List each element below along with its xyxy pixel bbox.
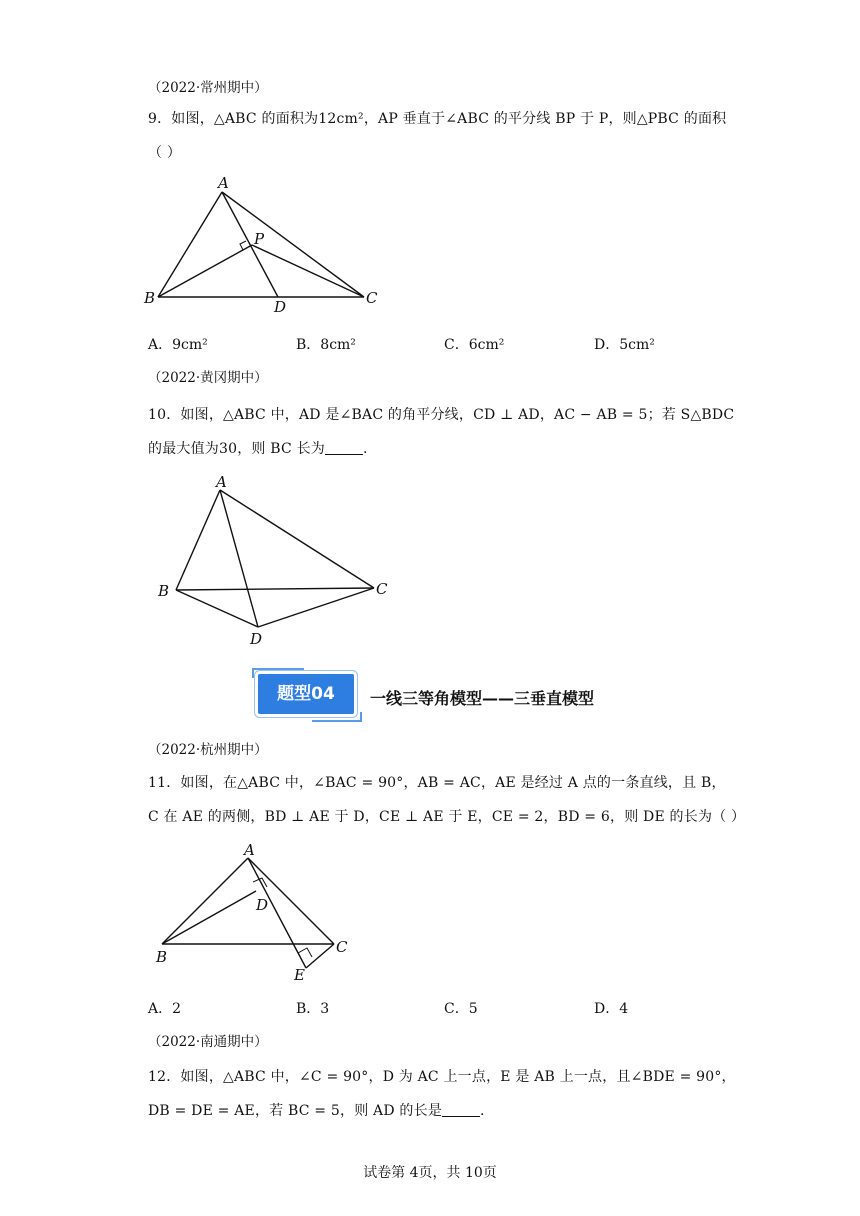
q10-stem-line2-text: 的最大值为30，则 BC 长为 <box>148 441 325 457</box>
q9-label-B: B <box>144 289 156 307</box>
q10-label-D: D <box>250 630 263 648</box>
q9-seg-AC <box>222 192 364 297</box>
q9-option-a[interactable]: A．9cm² <box>148 337 208 353</box>
q11-stem-line1: 11．如图，在△ABC 中，∠BAC = 90°，AB = AC，AE 是经过 A 点的一条直线，且 B， <box>148 775 726 791</box>
page-footer: 试卷第 4页，共 10页 <box>363 1165 497 1181</box>
q12-answer-blank[interactable] <box>442 1102 480 1117</box>
q9-figure <box>140 170 400 320</box>
q10-stem-line2-end: . <box>362 441 368 457</box>
q10-source: （2022·黄冈期中） <box>148 370 268 386</box>
q11-source: （2022·杭州期中） <box>148 742 268 758</box>
q10-stem-line1: 10．如图，△ABC 中，AD 是∠BAC 的角平分线，CD ⊥ AD，AC − AB = 5；若 S△BDC <box>148 407 735 423</box>
q9-source: （2022·常州期中） <box>148 80 268 96</box>
q10-seg-BC <box>176 588 374 590</box>
section-badge-label: 题型04 <box>277 684 335 704</box>
q9-seg-BP <box>158 245 252 297</box>
q10-label-C: C <box>376 580 388 598</box>
q9-seg-AB <box>158 192 222 297</box>
q11-label-B: B <box>156 948 168 966</box>
q10-label-A: A <box>216 473 227 491</box>
q11-option-c[interactable]: C．5 <box>444 1001 478 1017</box>
q11-seg-AB <box>162 858 248 944</box>
q10-seg-AB <box>176 490 220 590</box>
q10-answer-blank[interactable] <box>325 440 363 455</box>
q9-option-c[interactable]: C．6cm² <box>444 337 505 353</box>
q9-option-d[interactable]: D．5cm² <box>594 337 655 353</box>
q11-label-D: D <box>256 896 269 914</box>
q10-stem-line2 <box>148 438 368 458</box>
q9-label-D: D <box>274 298 287 316</box>
q11-option-d[interactable]: D．4 <box>594 1001 629 1017</box>
q10-seg-DC <box>258 588 374 627</box>
q9-label-P: P <box>254 230 265 248</box>
q9-stem-line1: 9．如图，△ABC 的面积为12cm²，AP 垂直于∠ABC 的平分线 BP 于 P，则△PBC 的面积 <box>148 111 727 127</box>
q11-option-a[interactable]: A．2 <box>148 1001 182 1017</box>
q11-option-b[interactable]: B．3 <box>296 1001 330 1017</box>
q11-seg-CE <box>306 944 334 968</box>
section-title: 一线三等角模型——三垂直模型 <box>370 689 595 708</box>
q10-label-B: B <box>158 582 170 600</box>
q9-label-A: A <box>218 174 229 192</box>
q9-label-C: C <box>366 289 378 307</box>
q11-figure <box>148 838 368 984</box>
q11-right-angle-mark-d <box>253 878 267 887</box>
q11-label-E: E <box>294 966 305 984</box>
q10-seg-BD <box>176 590 258 627</box>
q12-stem-line1: 12．如图，△ABC 中，∠C = 90°，D 为 AC 上一点，E 是 AB 上一点，且∠BDE = 90°， <box>148 1069 736 1085</box>
q9-seg-AD <box>222 192 278 297</box>
q11-label-A: A <box>244 841 255 859</box>
q12-source: （2022·南通期中） <box>148 1034 268 1050</box>
q9-stem-line2: （ ） <box>148 145 182 161</box>
q12-stem-line2 <box>148 1100 485 1120</box>
q12-stem-line2-end: . <box>480 1103 485 1119</box>
q9-option-b[interactable]: B．8cm² <box>296 337 356 353</box>
q9-seg-PC <box>252 245 364 297</box>
q12-stem-line2-text: DB = DE = AE，若 BC = 5，则 AD 的长是 <box>148 1103 443 1119</box>
q11-label-C: C <box>336 938 348 956</box>
q11-stem-line2: C 在 AE 的两侧，BD ⊥ AE 于 D，CE ⊥ AE 于 E，CE = 2，BD = 6，则 DE 的长为（ ） <box>148 809 746 825</box>
q11-seg-BD <box>162 891 256 944</box>
q10-figure <box>150 470 400 650</box>
